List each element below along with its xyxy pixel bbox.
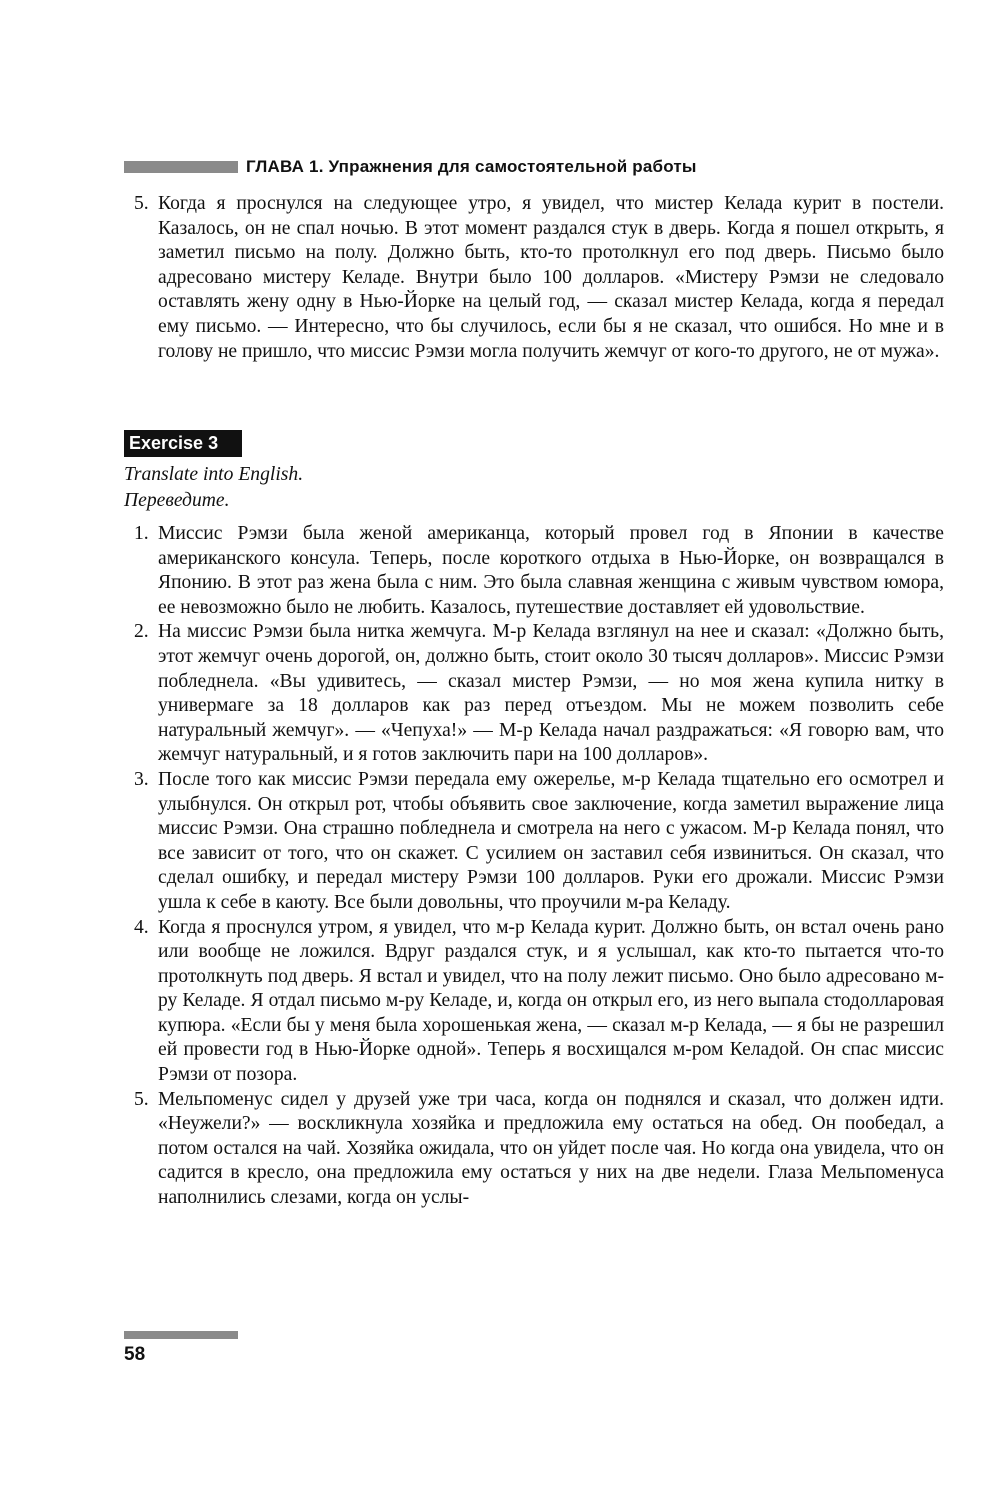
item-number: 3. — [134, 768, 149, 790]
item-text: Когда я проснулся на следующее утро, я увидел, что мистер Келада курит в постели. Казалось, он не спал ночью. В этот момент раздался стук в дверь. Когда я пошел открыть, я заметил письмо на полу. Должно быть, кто-то протолкнул его под дверь. Письмо было адресовано мистеру Келаде. Внутри было 100 долларов. «Мистеру Рэмзи не следовало оставлять жену одну в Нью-Йорке на целый год, — сказал мистер Келада, когда я передал ему письмо. — Интересно, что бы случилось, если бы я не сказал, что ошибся. Но мне и в голову не пришло, что миссис Рэмзи могла получить жемчуг от кого-то другого, не от мужа». — [158, 193, 944, 362]
item-text: Когда я проснулся утром, я увидел, что м-р Келада курит. Должно быть, он встал очень рано или вообще не ложился. Вдруг раздался стук, и я услышал, как кто-то пытается что-то протолкнуть под дверь. Я встал и увидел, что на полу лежит письмо. Оно было адресовано м-ру Келаде. Я отдал письмо м-ру Келаде, и, когда он открыл его, из него выпала стодолларовая купюра. «Если бы у меня была хорошенькая жена, — сказал м-р Келада, — я бы не разрешил ей провести год в Нью-Йорке одной». Теперь я восхищался м-ром Келадой. Он спас миссис Рэмзи от позора. — [158, 916, 944, 1086]
instruction-english: Translate into English. — [124, 464, 304, 485]
list-item — [124, 192, 944, 364]
chapter-title: ГЛАВА 1. Упражнения для самостоятельной работы — [246, 157, 697, 176]
instruction-russian: Переведите. — [124, 490, 230, 511]
footer-rule — [124, 1331, 238, 1339]
item-number: 5. — [134, 193, 149, 214]
list-item — [124, 768, 944, 916]
list-item — [124, 620, 944, 768]
item-number: 4. — [134, 916, 149, 938]
exercise-list — [124, 522, 944, 1211]
list-item — [124, 916, 944, 1088]
exercise-label: Exercise 3 — [124, 430, 242, 457]
running-head — [124, 155, 954, 179]
page-number: 58 — [124, 1344, 146, 1365]
item-text: Мельпоменус сидел у друзей уже три часа, когда он поднялся и сказал, что должен идти. «Неужели?» — воскликнула хозяйка и предложила ему остаться на обед. Он пообедал, а потом остался на чай. Хозяйка ожидала, что он уйдет после чая. Но когда она увидела, что он садится в кресло, она предложила ему остаться у них на две недели. Глаза Мельпоменуса наполнились слезами, когда он услы- — [158, 1088, 944, 1209]
header-rule — [124, 161, 238, 173]
item-text: Миссис Рэмзи была женой американца, который провел год в Японии в качестве американского консула. Теперь, после короткого отдыха в Нью-Йорке, он возвращался в Японию. В этот раз жена была с ним. Это была славная женщина с живым чувством юмора, ее невозможно было не любить. Казалось, путешествие доставляет ей удовольствие. — [158, 523, 944, 618]
list-item — [124, 1088, 944, 1211]
list-item — [124, 522, 944, 620]
intro-list — [124, 192, 944, 364]
item-text: На миссис Рэмзи была нитка жемчуга. М-р Келада взглянул на нее и сказал: «Должно быть, этот жемчуг очень дорогой, он, должно быть, стоит около 30 тысяч долларов». Миссис Рэмзи побледнела. «Вы удивитесь, — сказал мистер Рэмзи, — но моя жена купила нитку в универмаге за 18 долларов как раз перед отъездом. Мы не можем позволить себе натуральный жемчуг». — «Чепуха!» — М-р Келада начал раздражаться: «Я говорю вам, что жемчуг натуральный, и я готов заключить пари на 100 долларов». — [158, 621, 944, 766]
item-number: 2. — [134, 621, 149, 643]
item-text: После того как миссис Рэмзи передала ему ожерелье, м-р Келада тщательно его осмотрел и улыбнулся. Он открыл рот, чтобы объявить свое заключение, когда заметил выражение лица миссис Рэмзи. Она страшно побледнела и смотрела на него с ужасом. М-р Келада понял, что все зависит от того, что он скажет. С усилием он заставил себя извиниться. Он сказал, что сделал ошибку, и передал мистеру Рэмзи 100 долларов. Руки его дрожали. Миссис Рэмзи ушла к себе в каюту. Все были довольны, что проучили м-ра Келаду. — [158, 768, 944, 913]
item-number: 1. — [134, 523, 149, 544]
item-number: 5. — [134, 1088, 149, 1110]
